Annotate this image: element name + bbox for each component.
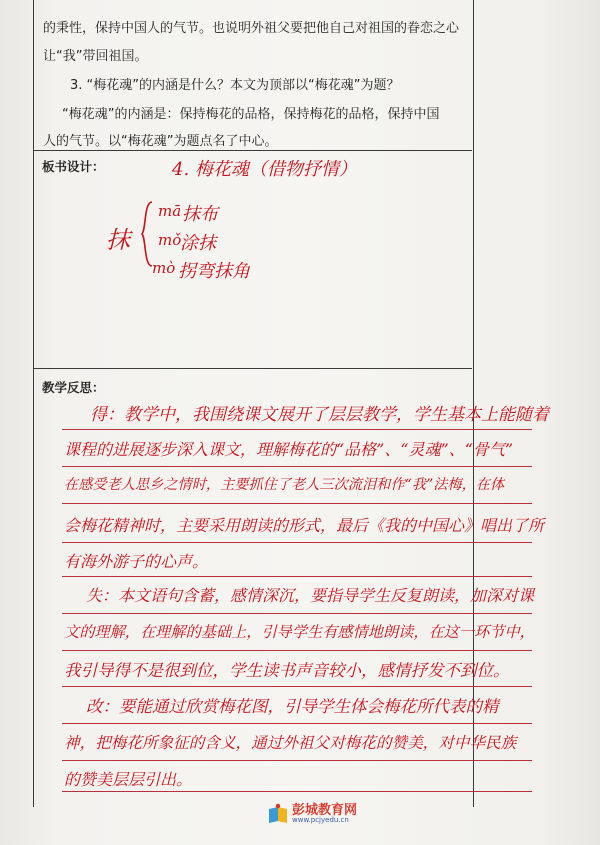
ruled-line — [62, 686, 532, 687]
ruled-line — [62, 723, 532, 724]
reflection-line: 在感受老人思乡之情时，主要抓住了老人三次流泪和作“我”法梅，在体 — [64, 477, 505, 493]
printed-line: 让“我”带回祖国。 — [43, 49, 148, 64]
ruled-line — [62, 760, 532, 761]
ruled-line — [62, 503, 532, 504]
board-item-word: 拐弯抹角 — [178, 261, 250, 282]
board-title: 4. 梅花魂（借物抒情） — [172, 159, 357, 180]
printed-line: 的秉性，保持中国人的气节。也说明外祖父要把他自己对祖国的眷恋之心 — [43, 21, 460, 36]
ruled-line — [62, 429, 532, 430]
reflection-line: 会梅花精神时，主要采用朗读的形式，最后《我的中国心》唱出了所 — [64, 516, 545, 535]
ruled-line — [62, 791, 532, 792]
board-item-pinyin: mā — [158, 202, 182, 220]
board-root-char: 抹 — [106, 226, 130, 254]
reflection-line: 得：教学中，我围绕课文展开了层层教学，学生基本上能随着 — [90, 405, 549, 425]
brace-icon — [140, 200, 154, 268]
logo-name: 彭城教育网 — [292, 803, 358, 818]
ruled-line — [62, 542, 532, 543]
reflection-line: 有海外游子的心声。 — [64, 552, 209, 571]
teaching-reflection-label: 教学反思： — [42, 380, 105, 395]
reflection-line: 改：要能通过欣赏梅花图，引导学生体会梅花所代表的精 — [86, 697, 499, 716]
row-divider-1 — [33, 150, 472, 151]
reflection-line: 我引导得不是很到位，学生读书声音较小，感情抒发不到位。 — [64, 661, 510, 680]
board-item-pinyin: mǒ — [158, 231, 182, 249]
printed-line: 人的气节。以“梅花魂”为题点名了中心。 — [43, 134, 278, 149]
printed-line: “梅花魂”的内涵是：保持梅花的品格，保持梅花的品格，保持中国 — [62, 107, 440, 122]
ruled-line — [62, 650, 532, 651]
logo-url: www.pcjyedu.cn — [292, 816, 349, 824]
board-item-word: 涂抹 — [180, 233, 216, 254]
reflection-line: 课程的进展逐步深入课文，理解梅花的“品格”、“灵魂”、“骨气” — [64, 440, 514, 459]
row-divider-2 — [33, 368, 472, 369]
board-item-pinyin: mò — [152, 259, 176, 277]
ruled-line — [62, 576, 532, 577]
reflection-line: 失：本文语句含蓄，感情深沉，要指导学生反复朗读，加深对课 — [86, 586, 535, 605]
site-logo — [267, 803, 357, 825]
reflection-line: 的赞美层层引出。 — [64, 770, 193, 789]
reflection-line: 文的理解，在理解的基础上，引导学生有感情地朗读，在这一环节中， — [64, 623, 535, 641]
reflection-line: 神，把梅花所象征的含义，通过外祖父对梅花的赞美，对中华民族 — [64, 734, 517, 752]
ruled-line — [62, 466, 532, 467]
board-design-label: 板书设计： — [42, 159, 105, 174]
book-icon — [267, 803, 289, 825]
printed-line: 3. “梅花魂”的内涵是什么？本文为顶部以“梅花魂”为题？ — [70, 78, 400, 93]
board-item-word: 抹布 — [182, 204, 218, 225]
ruled-line — [62, 613, 532, 614]
